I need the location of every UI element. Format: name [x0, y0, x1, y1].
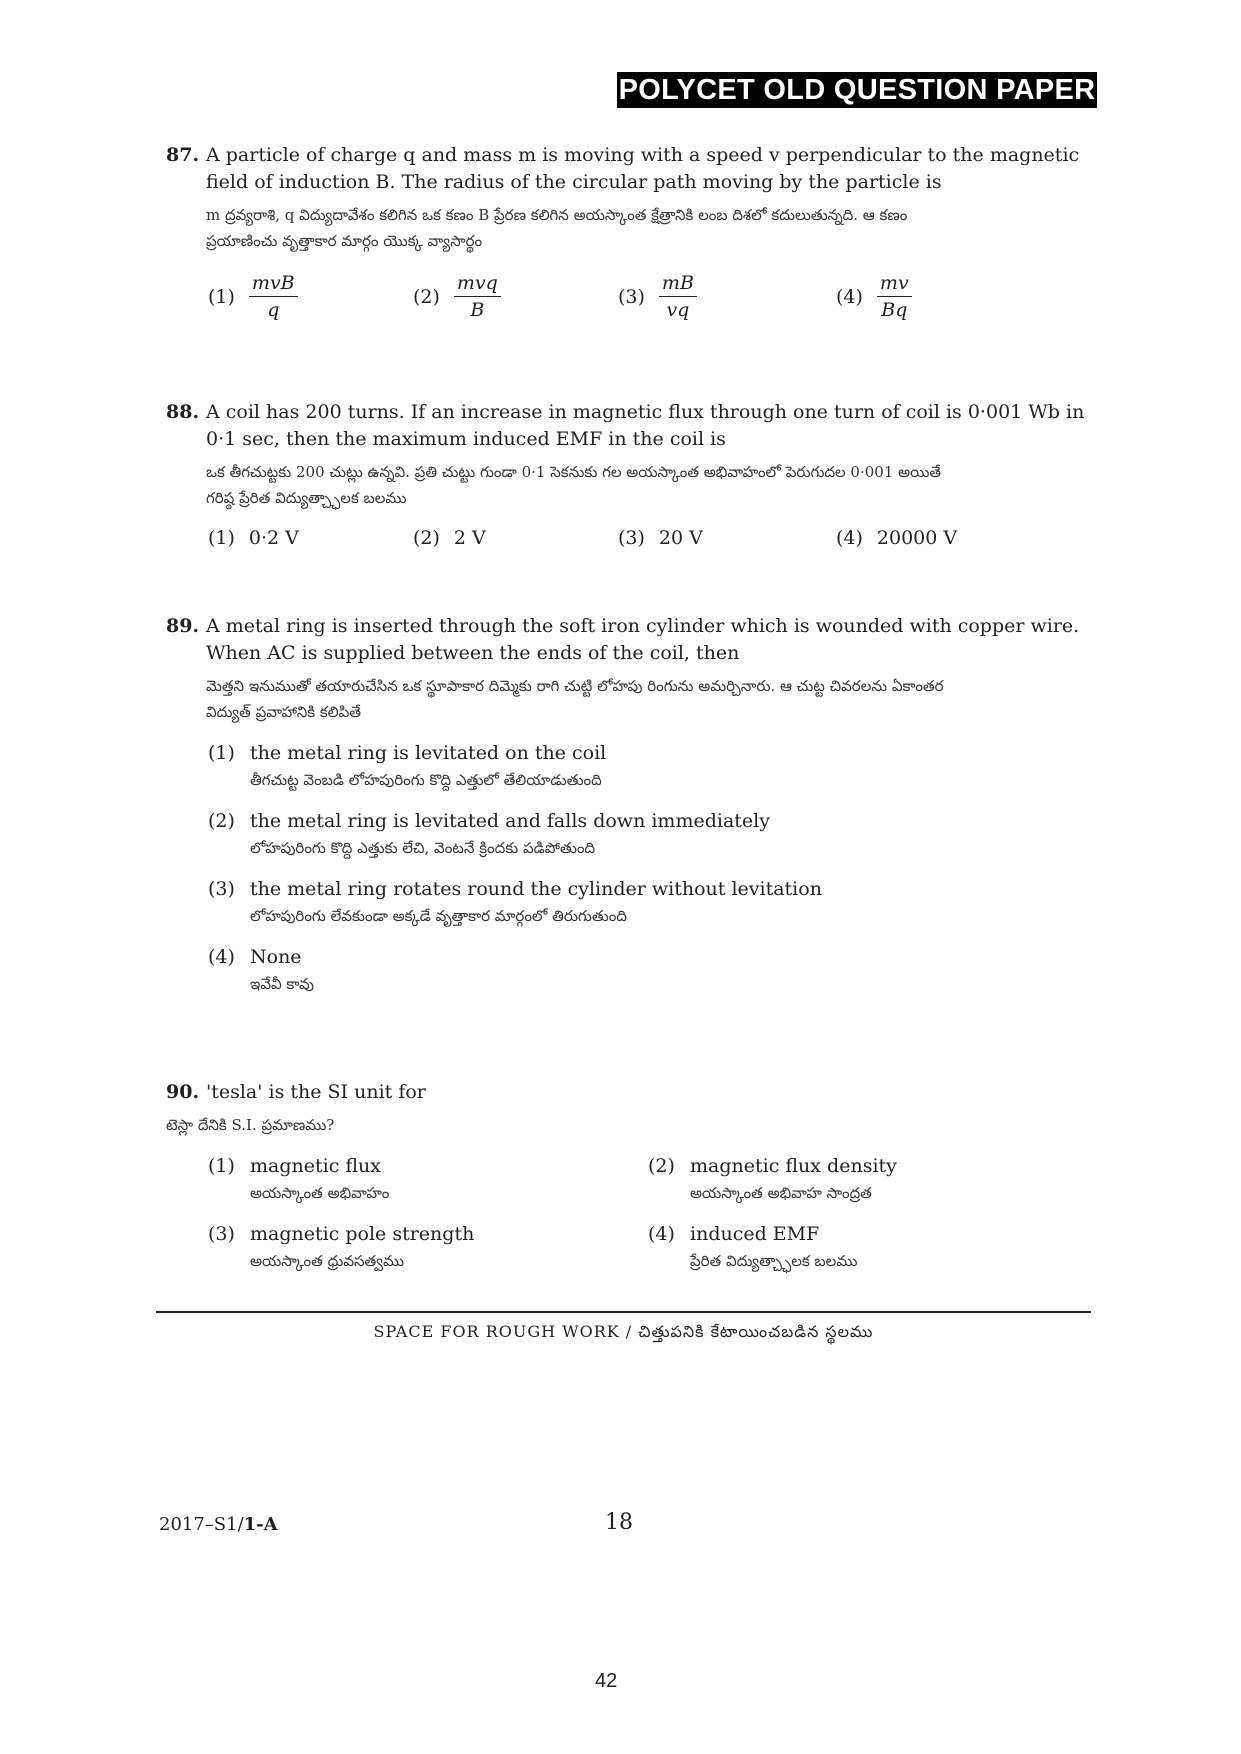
option-1: (1) the metal ring is levitated on the coil తీగచుట్ట వెంబడి లోహపురింగు కొద్ది ఎత్తులో తేలియాడుతుంది	[208, 742, 607, 789]
question-text-en: A coil has 200 turns. If an increase in magnetic flux through one turn of coil is 0·001 Wb in	[206, 401, 1085, 423]
option-4: (4) $\frac{mv}{Bq}$	[836, 272, 912, 321]
question-text-te: టెస్లా దేనికి S.I. ప్రమాణము?	[166, 1116, 335, 1134]
page-number: 18	[605, 1510, 633, 1535]
option-3: (3) 20 V	[618, 527, 703, 549]
header-banner: POLYCET OLD QUESTION PAPER	[618, 74, 1096, 106]
question-text-te: ప్రయాణించు వృత్తాకార మార్గం యొక్క వ్యాసార్థం	[206, 232, 483, 250]
option-4: (4) 20000 V	[836, 527, 958, 549]
divider	[156, 1311, 1091, 1313]
fraction: $\frac{\text{mvB}}{q}$	[249, 272, 298, 321]
question-87	[166, 142, 1086, 321]
option-1: (1) 0·2 V	[208, 527, 299, 549]
option-4: (4) induced EMF ప్రేరిత విద్యుత్చ్ఛాలక బలము	[648, 1223, 858, 1270]
sheet-number: 42	[595, 1670, 618, 1692]
option-3: (3) magnetic pole strength అయస్కాంత ధ్రువసత్వము	[208, 1223, 475, 1270]
options-grid	[208, 1152, 1086, 1274]
fraction: $\frac{mB}{vq}$	[659, 272, 697, 321]
question-number: 88.	[166, 401, 200, 423]
fraction: $\frac{mv}{Bq}$	[877, 272, 912, 321]
question-number: 90.	[166, 1081, 200, 1103]
fraction: $\frac{\text{mvq}}{B}$	[454, 272, 501, 321]
option-2: (2) 2 V	[413, 527, 486, 549]
option-3: (3) $\frac{mB}{vq}$	[618, 272, 836, 321]
question-text-en: A metal ring is inserted through the soft iron cylinder which is wounded with copper wire.	[206, 615, 1080, 637]
question-88	[166, 399, 1086, 549]
paper-code: 2017–S1/1-A	[159, 1514, 278, 1535]
question-text-te: ఒక తీగచుట్టకు 200 చుట్లు ఉన్నవి. ప్రతి చుట్టు గుండా 0·1 సెకనుకు గల అయస్కాంత అభివాహంలో పెరుగుదల 0·001 అయితే	[206, 463, 942, 481]
question-text-en: A particle of charge q and mass m is moving with a speed v perpendicular to the magnetic	[206, 144, 1080, 166]
options-row	[208, 272, 1086, 321]
question-text-en: field of induction B. The radius of the circular path moving by the particle is	[206, 171, 942, 193]
question-text-en: When AC is supplied between the ends of the coil, then	[206, 642, 740, 664]
question-number: 89.	[166, 615, 200, 637]
option-1: (1) $\frac{\text{mvB}}{q}$	[208, 272, 413, 321]
options-list	[208, 739, 1086, 997]
rough-work-label: SPACE FOR ROUGH WORK / చిత్తుపనికి కేటాయించబడిన స్థలము	[373, 1322, 874, 1341]
option-2: (2) the metal ring is levitated and falls down immediately లోహపురింగు కొద్ది ఎత్తుకు లేచి, వెంటనే క్రిందకు పడిపోతుంది	[208, 810, 770, 857]
question-text-te: గరిష్ఠ ప్రేరిత విద్యుత్చ్ఛాలక బలము	[206, 489, 407, 507]
options-row	[208, 527, 1086, 549]
question-text-te: విద్యుత్ ప్రవాహానికి కలిపితే	[206, 703, 361, 721]
question-text-te: మెత్తని ఇనుముతో తయారుచేసిన ఒక స్థూపాకార దిమ్మెకు రాగి చుట్టి లోహపు రింగును అమర్చినారు. ఆ చుట్ట చివరలను ఏకాంతర	[206, 677, 944, 695]
option-2: (2) $\frac{\text{mvq}}{B}$	[413, 272, 618, 321]
question-text-en: 0·1 sec, then the maximum induced EMF in the coil is	[206, 428, 726, 450]
option-4: (4) None ఇవేవీ కావు	[208, 946, 314, 993]
option-2: (2) magnetic flux density అయస్కాంత అభివాహ సాంద్రత	[648, 1155, 897, 1202]
question-90	[166, 1079, 1086, 1274]
question-89	[166, 613, 1086, 1011]
question-text-en: 'tesla' is the SI unit for	[206, 1081, 426, 1103]
question-text-te: m ద్రవ్యరాశి, q విద్యుదావేశం కలిగిన ఒక కణం B ప్రేరణ కలిగిన అయస్కాంత క్షేత్రానికి లంబ దిశలో కదులుతున్నది. ఆ కణం	[206, 206, 908, 224]
question-number: 87.	[166, 144, 200, 166]
option-1: (1) magnetic flux అయస్కాంత అభివాహం	[208, 1155, 390, 1202]
option-3: (3) the metal ring rotates round the cylinder without levitation లోహపురింగు లేవకుండా అక్కడే వృత్తాకార మార్గంలో తిరుగుతుంది	[208, 878, 822, 925]
